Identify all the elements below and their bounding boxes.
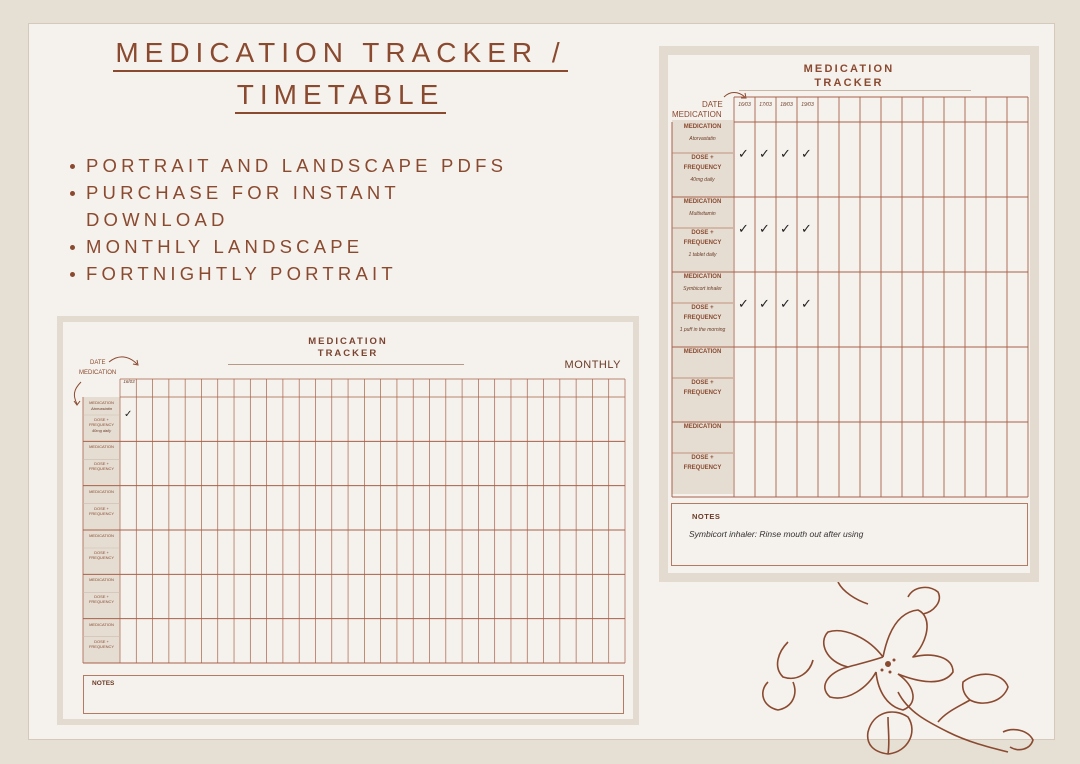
landscape-notes-box <box>83 675 624 714</box>
label-frequency: FREQUENCY <box>88 643 115 649</box>
feature-text: PORTRAIT AND LANDSCAPE PDFS <box>86 155 508 176</box>
dose-value: 1 puff in the morning <box>679 327 726 333</box>
label-dose: DOSE + <box>691 155 714 161</box>
medication-name: Atorvastatin <box>90 406 113 411</box>
feature-text: FORTNIGHTLY PORTRAIT <box>86 263 397 284</box>
check-mark: ✓ <box>801 146 812 161</box>
label-medication: MEDICATION <box>89 621 114 627</box>
label-dose: DOSE + <box>94 594 109 600</box>
check-mark: ✓ <box>801 296 812 311</box>
feature-item-continued <box>70 206 507 233</box>
medication-label: MEDICATION <box>79 370 117 376</box>
bullet-icon <box>70 164 75 169</box>
landscape-title-line-1: MEDICATION <box>308 336 388 347</box>
label-medication: MEDICATION <box>683 349 722 355</box>
check-mark: ✓ <box>801 221 812 236</box>
label-frequency: FREQUENCY <box>683 165 722 171</box>
feature-item <box>70 260 507 287</box>
flower-illustration <box>748 582 1048 764</box>
medication-name: Atorvastatin <box>689 136 716 142</box>
medication-name: Symbicort inhaler <box>683 286 722 292</box>
label-dose: DOSE + <box>94 638 109 644</box>
bullet-icon <box>70 272 75 277</box>
notes-label: NOTES <box>692 512 721 521</box>
check-mark: ✓ <box>738 296 749 311</box>
check-mark: ✓ <box>738 146 749 161</box>
label-dose: DOSE + <box>691 455 714 461</box>
check-mark: ✓ <box>759 296 770 311</box>
label-medication: MEDICATION <box>89 400 114 405</box>
date-label: DATE <box>90 360 106 366</box>
landscape-sheet <box>63 322 633 719</box>
label-frequency: FREQUENCY <box>88 466 115 472</box>
label-medication: MEDICATION <box>683 199 722 205</box>
label-frequency: FREQUENCY <box>88 599 115 605</box>
label-frequency: FREQUENCY <box>683 240 722 246</box>
label-dose: DOSE + <box>691 380 714 386</box>
notes-text: Symbicort inhaler: Rinse mouth out after using <box>689 529 864 539</box>
portrait-sheet <box>668 55 1030 573</box>
label-frequency: FREQUENCY <box>88 555 115 560</box>
headline-line-2: TIMETABLE <box>235 78 447 114</box>
headline-line-1: MEDICATION TRACKER / <box>113 36 567 72</box>
label-frequency: FREQUENCY <box>683 390 722 396</box>
check-mark: ✓ <box>759 221 770 236</box>
dose-value: 1 tablet daily <box>688 252 717 258</box>
portrait-title-line-2: TRACKER <box>814 77 884 89</box>
landscape-title-line-2: TRACKER <box>317 348 379 359</box>
label-dose: DOSE + <box>691 230 714 236</box>
check-mark: ✓ <box>780 221 791 236</box>
dose-value: 40mg daily <box>690 177 715 183</box>
feature-text: PURCHASE FOR INSTANT <box>86 182 400 203</box>
landscape-preview <box>57 316 639 725</box>
portrait-title-line-1: MEDICATION <box>803 63 895 75</box>
feature-item <box>70 233 507 260</box>
label-frequency: FREQUENCY <box>88 422 115 427</box>
bullet-icon <box>70 191 75 196</box>
label-dose: DOSE + <box>94 505 109 511</box>
label-medication: MEDICATION <box>89 444 114 450</box>
label-medication: MEDICATION <box>89 488 114 494</box>
medication-label: MEDICATION <box>672 110 722 119</box>
medication-name: Multivitamin <box>689 211 716 217</box>
feature-text: DOWNLOAD <box>86 209 229 230</box>
label-medication: MEDICATION <box>89 577 114 583</box>
date-cell: 19/03 <box>801 102 814 108</box>
notes-label: NOTES <box>92 680 115 687</box>
label-dose: DOSE + <box>691 305 714 311</box>
label-frequency: FREQUENCY <box>683 465 722 471</box>
feature-item <box>70 152 507 179</box>
feature-item <box>70 179 507 206</box>
period-label: MONTHLY <box>564 359 621 371</box>
check-mark: ✓ <box>738 221 749 236</box>
check-mark: ✓ <box>124 409 133 420</box>
landscape-grid <box>63 322 633 719</box>
label-medication: MEDICATION <box>683 274 722 280</box>
date-label: DATE <box>702 100 723 109</box>
portrait-notes-box <box>671 503 1028 566</box>
feature-list <box>70 152 507 287</box>
label-frequency: FREQUENCY <box>683 315 722 321</box>
label-dose: DOSE + <box>94 550 109 555</box>
landscape-date-cell: 16/03 <box>123 379 135 384</box>
label-medication: MEDICATION <box>683 124 722 130</box>
label-medication: MEDICATION <box>89 533 114 538</box>
portrait-preview <box>659 46 1039 582</box>
label-dose: DOSE + <box>94 417 109 422</box>
date-cell: 18/03 <box>780 102 793 108</box>
label-dose: DOSE + <box>94 461 109 467</box>
date-cell: 16/03 <box>738 102 751 108</box>
label-frequency: FREQUENCY <box>88 510 115 516</box>
check-mark: ✓ <box>780 296 791 311</box>
date-cell: 17/03 <box>759 102 772 108</box>
headline <box>68 36 613 120</box>
check-mark: ✓ <box>759 146 770 161</box>
label-medication: MEDICATION <box>683 424 722 430</box>
feature-text: MONTHLY LANDSCAPE <box>86 236 364 257</box>
portrait-grid <box>668 55 1030 573</box>
check-mark: ✓ <box>780 146 791 161</box>
dose-value: 40mg daily <box>91 428 112 433</box>
bullet-icon <box>70 245 75 250</box>
